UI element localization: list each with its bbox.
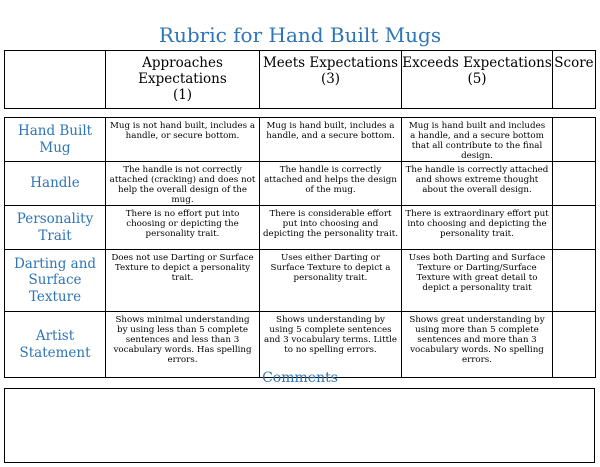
criterion-handle: Handle <box>5 162 106 206</box>
approaches-cell: The handle is not correctly attached (cracking) and does not help the overall design of the mug. <box>106 162 260 206</box>
exceeds-cell: There is extraordinary effort put into choosing and depicting the personality trait. <box>402 206 553 250</box>
header-meets-label: Meets Expectations <box>262 55 399 71</box>
header-approaches-points: (1) <box>172 87 193 103</box>
table-row <box>5 206 596 250</box>
header-approaches-label: Approaches Expectations <box>138 55 227 87</box>
exceeds-cell: Shows great understanding by using more than 5 complete sentences and more than 3 vocabulary words. No spelling errors. <box>402 312 553 378</box>
meets-cell: There is considerable effort put into choosing and depicting the personality trait. <box>260 206 402 250</box>
score-cell[interactable] <box>553 206 596 250</box>
table-row <box>5 250 596 312</box>
score-cell[interactable] <box>553 312 596 378</box>
header-exceeds-label: Exceeds Expectations <box>402 55 552 71</box>
criterion-personality-trait: Personality Trait <box>5 206 106 250</box>
header-score <box>553 51 596 109</box>
header-exceeds-points: (5) <box>467 71 487 87</box>
score-cell[interactable] <box>553 118 596 162</box>
table-row <box>5 118 596 162</box>
exceeds-cell: Uses both Darting and Surface Texture or Darting/Surface Texture with great detail to depict a personality trait <box>402 250 553 312</box>
header-exceeds <box>402 51 553 109</box>
approaches-cell: There is no effort put into choosing or depicting the personality trait. <box>106 206 260 250</box>
approaches-cell: Shows minimal understanding by using less than 5 complete sentences and less than 3 vocabulary words. Has spelling errors. <box>106 312 260 378</box>
table-row <box>5 312 596 378</box>
meets-cell: The handle is correctly attached and helps the design of the mug. <box>260 162 402 206</box>
comments-label: Comments <box>262 370 338 386</box>
approaches-cell: Does not use Darting or Surface Texture to depict a personality trait. <box>106 250 260 312</box>
exceeds-cell: Mug is hand built and includes a handle, and a secure bottom that all contribute to the final design. <box>402 118 553 162</box>
header-score-label: Score <box>554 55 594 71</box>
criterion-hand-built-mug: Hand Built Mug <box>5 118 106 162</box>
score-cell[interactable] <box>553 250 596 312</box>
header-meets <box>260 51 402 109</box>
page-title: Rubric for Hand Built Mugs <box>158 23 442 47</box>
meets-cell: Mug is hand built, includes a handle, and a secure bottom. <box>260 118 402 162</box>
exceeds-cell: The handle is correctly attached and shows extreme thought about the overall design. <box>402 162 553 206</box>
meets-cell: Shows understanding by using 5 complete sentences and 3 vocabulary terms. Little to no spelling errors. <box>260 312 402 378</box>
approaches-cell: Mug is not hand built, includes a handle, or secure bottom. <box>106 118 260 162</box>
rubric-header-table <box>4 50 596 109</box>
meets-cell: Uses either Darting or Surface Texture to depict a personality trait. <box>260 250 402 312</box>
comments-box[interactable] <box>4 388 595 463</box>
criterion-darting-surface-texture: Darting and Surface Texture <box>5 250 106 312</box>
header-approaches <box>106 51 260 109</box>
table-row <box>5 162 596 206</box>
header-blank-cell <box>5 51 106 109</box>
header-meets-points: (3) <box>320 71 341 87</box>
criterion-artist-statement: Artist Statement <box>5 312 106 378</box>
score-cell[interactable] <box>553 162 596 206</box>
rubric-table <box>4 117 596 378</box>
